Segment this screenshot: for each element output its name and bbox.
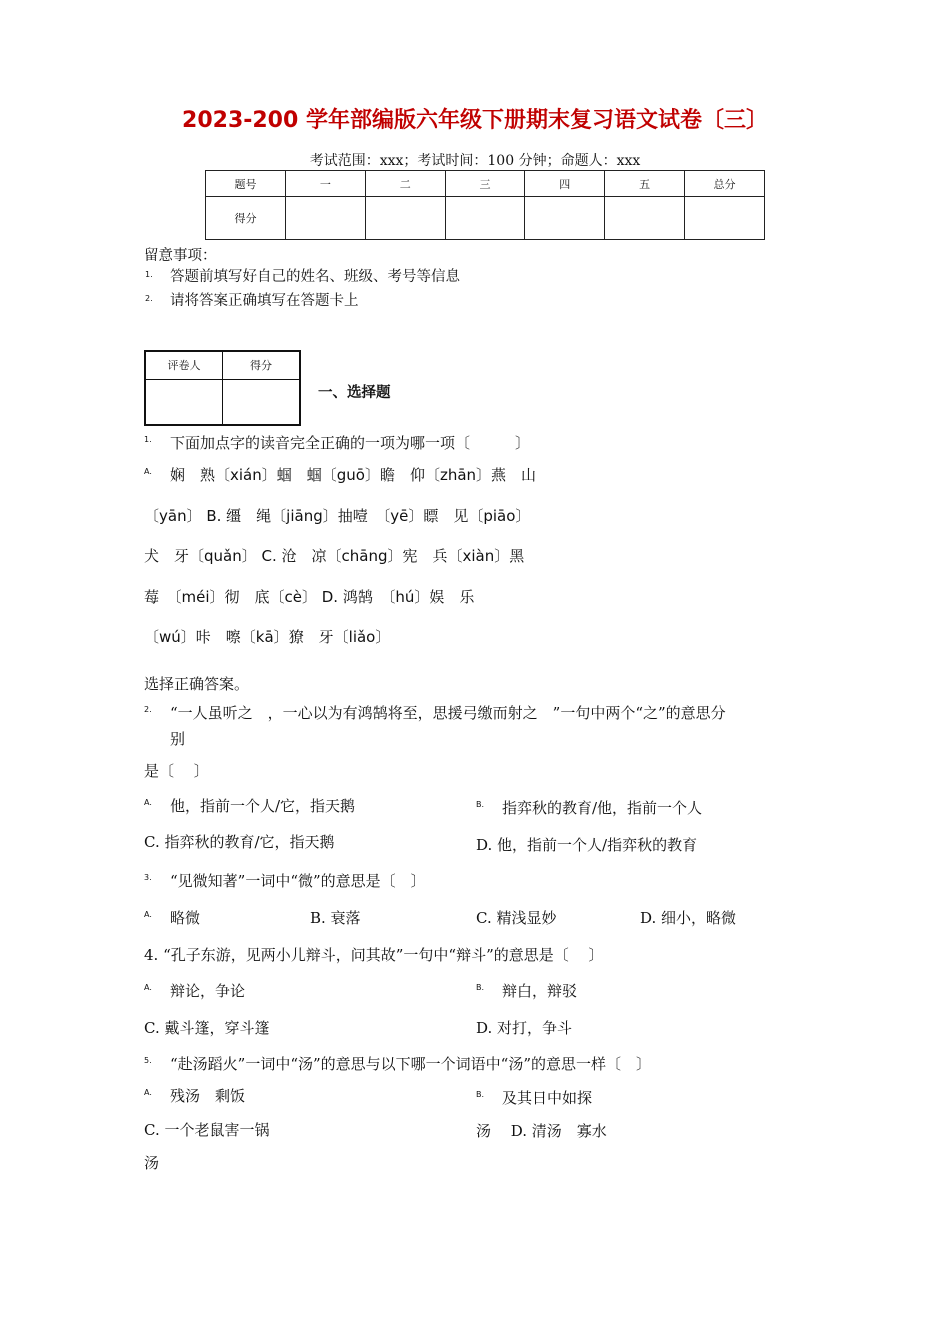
option-b: 指弈秋的教育/他，指前一个人: [502, 799, 703, 817]
score-header-cell: 四: [525, 171, 605, 197]
score-header-cell: 一: [286, 171, 366, 197]
option-b: 辩白，辩驳: [502, 982, 578, 1000]
exam-title: 2023-200 学年部编版六年级下册期末复习语文试卷〔三〕: [182, 108, 768, 133]
option-c-cont: 汤: [144, 1154, 160, 1172]
question-stem-cont: 是〔 〕: [144, 762, 209, 780]
question-stem: 下面加点字的读音完全正确的一项为哪一项〔 〕: [170, 434, 531, 452]
q1-option-line: 〔wú〕咔 嚓〔kā〕獠 牙〔liǎo〕: [144, 628, 391, 646]
option-c: C. 指弈秋的教育/它，指天鹅: [144, 833, 335, 851]
option-marker: A.: [144, 983, 152, 992]
question-number: 3.: [144, 873, 152, 882]
option-d: D. 细小，略微: [640, 909, 737, 927]
score-header-cell: 总分: [685, 171, 765, 197]
option-marker: A.: [144, 798, 152, 807]
q1-option-line: 犬 牙〔quǎn〕 C. 沧 凉〔chāng〕宪 兵〔xiàn〕黑: [144, 547, 525, 565]
score-table: [205, 170, 765, 240]
option-d: D. 他，指前一个人/指弈秋的教育: [476, 836, 698, 854]
option-a: 辩论，争论: [170, 982, 246, 1000]
grader-cell: [145, 379, 223, 425]
score-row-label: 得分: [206, 197, 286, 240]
score-cell: [685, 197, 765, 240]
option-marker: B.: [476, 983, 485, 992]
option-b-cont: 汤 D. 清汤 寡水: [476, 1122, 607, 1140]
option-b: 及其日中如探: [502, 1089, 593, 1107]
question-number: 2.: [144, 705, 152, 714]
question-number: 5.: [144, 1056, 152, 1065]
option-a: 残汤 剩饭: [170, 1087, 246, 1105]
notice-item-text: 请将答案正确填写在答题卡上: [170, 293, 359, 309]
q1-option-line: 〔yān〕 B. 缰 绳〔jiāng〕抽噎 〔yē〕瞟 见〔piāo〕: [144, 507, 531, 525]
q1-tail: 选择正确答案。: [144, 675, 250, 693]
option-marker: A.: [144, 467, 152, 476]
option-a: 他，指前一个人/它，指天鹅: [170, 797, 356, 815]
score-cell: [605, 197, 685, 240]
section-title: 一、选择题: [318, 385, 391, 401]
option-d: D. 对打，争斗: [476, 1019, 573, 1037]
option-c: C. 精浅显妙: [476, 909, 557, 927]
option-marker: B.: [476, 800, 485, 809]
score-cell: [525, 197, 605, 240]
question-number: 1.: [144, 435, 152, 444]
notice-heading: 留意事项：: [144, 248, 217, 264]
grader-cell: [223, 379, 301, 425]
score-header-cell: 五: [605, 171, 685, 197]
exam-meta: 考试范围：xxx；考试时间：100 分钟；命题人：xxx: [309, 153, 641, 169]
option-marker: A.: [144, 910, 152, 919]
option-marker: B.: [476, 1090, 485, 1099]
grader-header-cell: 得分: [223, 351, 301, 379]
notice-item-text: 答题前填写好自己的姓名、班级、考号等信息: [170, 269, 460, 285]
score-header-cell: 二: [365, 171, 445, 197]
score-header-cell: 题号: [206, 171, 286, 197]
option-c: C. 戴斗篷，穿斗篷: [144, 1019, 270, 1037]
grader-table: [144, 350, 301, 426]
score-cell: [445, 197, 525, 240]
question-stem-cont: 别: [170, 730, 186, 748]
score-cell: [365, 197, 445, 240]
option-c: C. 一个老鼠害一锅: [144, 1121, 270, 1139]
notice-item-num: 2.: [145, 294, 153, 303]
question-stem: “赴汤蹈火”一词中“汤”的意思与以下哪一个词语中“汤”的意思一样〔 〕: [170, 1055, 652, 1073]
option-a: 略微: [170, 909, 201, 927]
option-b: B. 衰落: [310, 909, 361, 927]
grader-header-cell: 评卷人: [145, 351, 223, 379]
notice-item-num: 1.: [145, 270, 153, 279]
q1-option-line: 莓 〔méi〕彻 底〔cè〕 D. 鸿鹄 〔hú〕娱 乐: [144, 588, 475, 606]
score-cell: [286, 197, 366, 240]
q1-option-line: 娴 熟〔xián〕蝈 蝈〔guō〕瞻 仰〔zhān〕燕 山: [170, 466, 537, 484]
question-stem: 4. “孔子东游，见两小儿辩斗，问其故”一句中“辩斗”的意思是〔 〕: [144, 946, 604, 964]
option-marker: A.: [144, 1088, 152, 1097]
question-stem: “见微知著”一词中“微”的意思是〔 〕: [170, 872, 426, 890]
question-stem: “一人虽听之 ，一心以为有鸿鹄将至，思援弓缴而射之 ”一句中两个“之”的意思分: [170, 704, 726, 722]
score-header-cell: 三: [445, 171, 525, 197]
